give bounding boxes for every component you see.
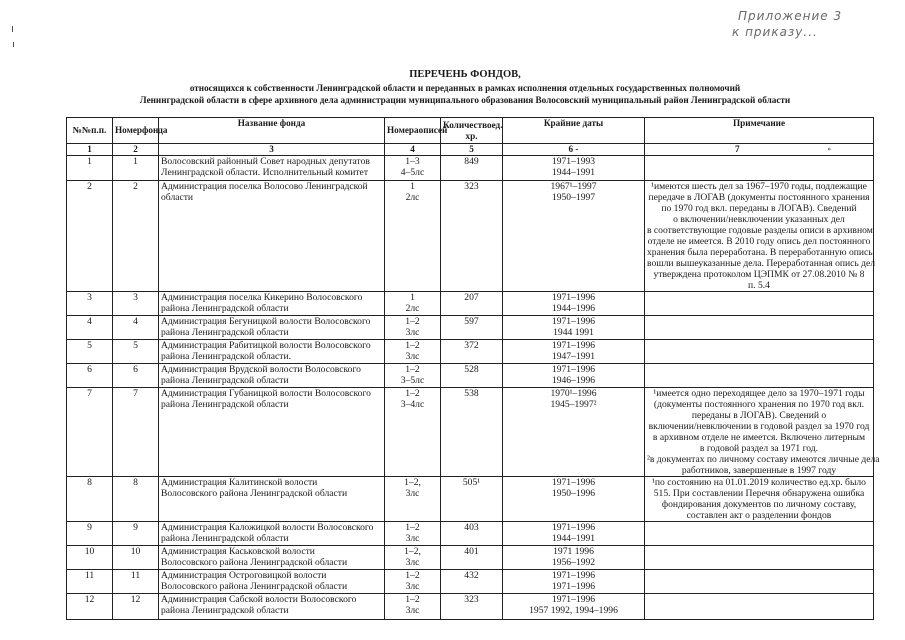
- col-index: 7 »: [645, 144, 874, 156]
- cell-count: 401: [441, 546, 503, 570]
- cell-inventories: 1–2 3лс: [385, 570, 441, 594]
- cell-note: [645, 316, 874, 340]
- col-index: 2: [113, 144, 159, 156]
- cell-count: 538: [441, 388, 503, 477]
- cell-fund-name: Администрация Каложицкой волости Волосовского района Ленинградской области: [159, 522, 385, 546]
- cell-note: [645, 594, 874, 620]
- table-row: [67, 316, 874, 340]
- cell-dates: 1971–1996 1971–1996: [503, 570, 645, 594]
- col-index: 1: [67, 144, 113, 156]
- table-row: [67, 570, 874, 594]
- col-header-fund-num: Номерфонда: [113, 118, 159, 144]
- cell-fund-num: 1: [113, 156, 159, 181]
- cell-fund-name: Администрация поселка Волосово Ленинградской области: [159, 181, 385, 292]
- cell-num: 1: [67, 156, 113, 181]
- document-subtitle: относящихся к собственности Ленинградской области и переданных в рамках исполнения отдельных государственных полномочий: [189, 83, 741, 93]
- cell-num: 12: [67, 594, 113, 620]
- cell-inventories: 1–2 3лс: [385, 594, 441, 620]
- scan-speck: [12, 26, 13, 32]
- cell-count: 323: [441, 181, 503, 292]
- cell-fund-num: 7: [113, 388, 159, 477]
- col-index: 4: [385, 144, 441, 156]
- cell-num: 6: [67, 364, 113, 388]
- cell-count: 528: [441, 364, 503, 388]
- table-row: [67, 388, 874, 477]
- cell-inventories: 1–3 4–5лс: [385, 156, 441, 181]
- cell-dates: 1971–1996 1944 1991: [503, 316, 645, 340]
- cell-inventories: 1–2, 3лс: [385, 546, 441, 570]
- table-row: [67, 181, 874, 292]
- table-row: [67, 156, 874, 181]
- cell-count: 849: [441, 156, 503, 181]
- cell-dates: 1971–1996 1947–1991: [503, 340, 645, 364]
- cell-fund-num: 3: [113, 292, 159, 316]
- col-header-inventories: Номераописей: [385, 118, 441, 144]
- col-header-count: Количествоед. хр.: [441, 118, 503, 144]
- cell-fund-num: 10: [113, 546, 159, 570]
- col-index: 5: [441, 144, 503, 156]
- cell-dates: 1970¹–1996 1945–1997²: [503, 388, 645, 477]
- cell-inventories: 1–2 3лс: [385, 522, 441, 546]
- cell-fund-name: Администрация Бегуницкой волости Волосовского района Ленинградской области: [159, 316, 385, 340]
- cell-num: 4: [67, 316, 113, 340]
- cell-inventories: 1–2 3–4лс: [385, 388, 441, 477]
- table-row: [67, 477, 874, 522]
- cell-fund-num: 4: [113, 316, 159, 340]
- cell-note: [645, 364, 874, 388]
- cell-note: [645, 522, 874, 546]
- document-title: ПЕРЕЧЕНЬ ФОНДОВ,: [409, 69, 521, 80]
- table-row: [67, 546, 874, 570]
- cell-fund-name: Администрация Калитинской волости Волосовского района Ленинградской области: [159, 477, 385, 522]
- col-index: 6 -: [503, 144, 645, 156]
- cell-num: 5: [67, 340, 113, 364]
- cell-count: 505¹: [441, 477, 503, 522]
- cell-count: 323: [441, 594, 503, 620]
- cell-note: ¹имеется одно переходящее дело за 1970–1971 годы (документы постоянного хранения по 1970 год вкл. переданы в ЛОГАВ). Сведений о включении/невключении в годовой раздел за 1970 год в архивном отделе не имеется. Включено литерным в годовой раздел за 1971 год. ²в документах по личному составу имеются личные дела работников, завершенные в 1997 году: [645, 388, 874, 477]
- col-header-dates: Крайние даты: [503, 118, 645, 144]
- column-index-row: [67, 144, 874, 156]
- table-row: [67, 364, 874, 388]
- cell-fund-name: Администрация Врудской волости Волосовского района Ленинградской области: [159, 364, 385, 388]
- cell-fund-name: Администрация Рабитицкой волости Волосовского района Ленинградской области.: [159, 340, 385, 364]
- cell-num: 10: [67, 546, 113, 570]
- cell-dates: 1971–1993 1944–1991: [503, 156, 645, 181]
- table-row: [67, 522, 874, 546]
- cell-fund-name: Администрация Губаницкой волости Волосовского района Ленинградской области: [159, 388, 385, 477]
- cell-num: 2: [67, 181, 113, 292]
- cell-dates: 1971–1996 1950–1996: [503, 477, 645, 522]
- cell-fund-num: 11: [113, 570, 159, 594]
- cell-dates: 1971–1996 1946–1996: [503, 364, 645, 388]
- cell-count: 432: [441, 570, 503, 594]
- funds-table: [66, 117, 880, 620]
- cell-count: 207: [441, 292, 503, 316]
- cell-num: 9: [67, 522, 113, 546]
- scan-speck: [13, 42, 14, 47]
- cell-fund-name: Администрация Каськовской волости Волосовского района Ленинградской области: [159, 546, 385, 570]
- handnote-line: Приложение 3: [738, 9, 843, 23]
- cell-inventories: 1 2лс: [385, 181, 441, 292]
- cell-num: 3: [67, 292, 113, 316]
- cell-dates: 1967¹–1997 1950–1997: [503, 181, 645, 292]
- cell-note: [645, 292, 874, 316]
- cell-note: [645, 340, 874, 364]
- table-header-row: [67, 118, 874, 144]
- cell-fund-name: Волосовский районный Совет народных депутатов Ленинградской области. Исполнительный комитет: [159, 156, 385, 181]
- cell-count: 403: [441, 522, 503, 546]
- cell-fund-num: 5: [113, 340, 159, 364]
- document-subtitle: Ленинградской области в сфере архивного дела администрации муниципального образования Волосовский муниципальный район Ленинградской области: [139, 95, 791, 105]
- cell-fund-num: 8: [113, 477, 159, 522]
- col-header-note: Примечание: [645, 118, 874, 144]
- cell-dates: 1971–1996 1957 1992, 1994–1996: [503, 594, 645, 620]
- cell-note: [645, 570, 874, 594]
- cell-inventories: 1–2 3–5лс: [385, 364, 441, 388]
- cell-dates: 1971–1996 1944–1991: [503, 522, 645, 546]
- cell-inventories: 1–2 3лс: [385, 340, 441, 364]
- cell-inventories: 1–2, 3лс: [385, 477, 441, 522]
- cell-note: [645, 546, 874, 570]
- handwritten-annotation: [728, 8, 900, 52]
- cell-count: 372: [441, 340, 503, 364]
- handnote-line: к приказу...: [732, 25, 818, 39]
- cell-num: 11: [67, 570, 113, 594]
- cell-inventories: 1 2лс: [385, 292, 441, 316]
- cell-num: 8: [67, 477, 113, 522]
- col-header-name: Название фонда: [159, 118, 385, 144]
- cell-fund-name: Администрация Сабской волости Волосовского района Ленинградской области: [159, 594, 385, 620]
- table-row: [67, 292, 874, 316]
- document-header: [60, 68, 870, 106]
- cell-note: [645, 156, 874, 181]
- col-header-num: №№п.п.: [67, 118, 113, 144]
- col-index: 3: [159, 144, 385, 156]
- cell-num: 7: [67, 388, 113, 477]
- cell-fund-num: 12: [113, 594, 159, 620]
- table-row: [67, 340, 874, 364]
- cell-count: 597: [441, 316, 503, 340]
- cell-dates: 1971–1996 1944–1996: [503, 292, 645, 316]
- table-row: [67, 594, 874, 620]
- cell-fund-num: 2: [113, 181, 159, 292]
- cell-fund-num: 6: [113, 364, 159, 388]
- cell-fund-name: Администрация поселка Кикерино Волосовского района Ленинградской области: [159, 292, 385, 316]
- cell-fund-num: 9: [113, 522, 159, 546]
- cell-dates: 1971 1996 1956–1992: [503, 546, 645, 570]
- cell-fund-name: Администрация Остроговицкой волости Волосовского района Ленинградской области: [159, 570, 385, 594]
- cell-note: ¹имеются шесть дел за 1967–1970 годы, подлежащие передаче в ЛОГАВ (документы постоянного хранения по 1970 год вкл. переданы в ЛОГАВ). Сведений о включении/невключении указанных дел в соответствующие годовые разделы описи в архивном отделе не имеется. В 2010 году опись дел постоянного хранения была переработана. В переработанную опись вошли вышеуказанные дела. Переработанная опись дел утверждена протоколом ЦЭПМК от 27.08.2010 № 8 п. 5.4: [645, 181, 874, 292]
- cell-note: ¹по состоянию на 01.01.2019 количество ед.хр. было 515. При составлении Перечня обнаружена ошибка фондирования документов по личному составу, составлен акт о разделении фондов: [645, 477, 874, 522]
- cell-inventories: 1–2 3лс: [385, 316, 441, 340]
